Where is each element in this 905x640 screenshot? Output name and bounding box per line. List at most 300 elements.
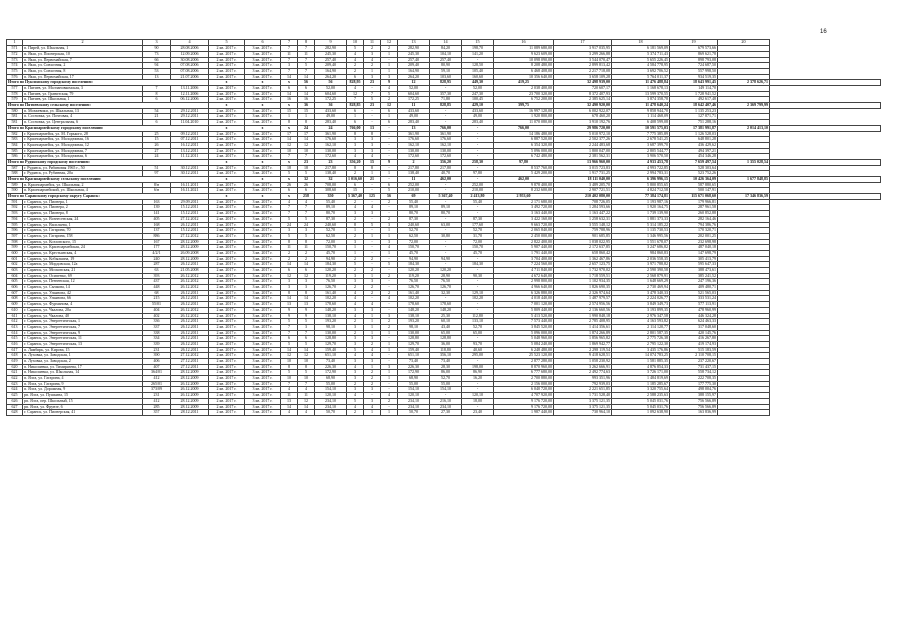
table-cell: 13 xyxy=(143,74,171,80)
table-cell: 17 xyxy=(298,131,315,137)
table-cell: г. Саранск, ул. Энергетическая, 11 xyxy=(23,336,143,342)
table-cell xyxy=(770,125,881,131)
table-cell: п. Ялга, ул. Гагарина, 4 xyxy=(23,376,143,382)
table-cell: 651,10 xyxy=(398,353,430,359)
table-cell: - xyxy=(430,108,462,114)
table-cell: г. Саранск, ул. Ульянова, 42 xyxy=(23,290,143,296)
table-cell: 572 xyxy=(7,51,23,57)
table-cell: 7 xyxy=(298,46,315,52)
table-cell: 52,00 xyxy=(398,86,430,92)
table-cell: 433,60 xyxy=(398,108,430,114)
table-cell: 2 кв. 2017 г. xyxy=(209,199,245,205)
table-cell: 5 xyxy=(209,40,245,46)
table-cell: 3 кв. 2017 г. xyxy=(245,353,281,359)
table-cell: 2 кв. 2017 г. xyxy=(209,279,245,285)
table-cell: 06.12.2006 xyxy=(171,97,209,103)
table-cell: 575 xyxy=(7,68,23,74)
table-cell: 3 687 399,70 xyxy=(612,142,670,148)
table-cell: - xyxy=(430,86,462,92)
table-cell: 1 xyxy=(381,114,398,120)
table-cell: 2 xyxy=(347,216,364,222)
table-cell: 32 490 920,00 xyxy=(554,103,612,109)
table-cell: 245,30 xyxy=(398,51,430,57)
table-cell: 4 707 920,00 xyxy=(494,393,554,399)
table-cell: 7 xyxy=(281,40,298,46)
table-cell: 2 413,80 xyxy=(462,194,494,200)
table-cell: 3 xyxy=(298,279,315,285)
table-cell: 3 кв. 2017 г. xyxy=(245,404,281,410)
table-cell: 595 647,33 xyxy=(670,262,718,268)
table-cell: 4 966 640,00 xyxy=(494,285,554,291)
table-cell: 1 193 987,16 xyxy=(612,199,670,205)
table-cell: x xyxy=(209,159,245,165)
table-cell: 16,20 xyxy=(462,376,494,382)
table-cell: 361,90 xyxy=(315,131,347,137)
table-cell: 71,80 xyxy=(430,97,462,103)
table-cell: 26 xyxy=(281,182,298,188)
table-cell: 27.12.2011 xyxy=(171,359,209,365)
table-cell: 2 244 483,68 xyxy=(554,142,612,148)
table-cell: 89,10 xyxy=(430,205,462,211)
table-cell: 7 775 385,89 xyxy=(612,131,670,137)
table-cell: - xyxy=(462,148,494,154)
table-cell: 258 xyxy=(298,194,315,200)
table-cell: 1 xyxy=(381,228,398,234)
table-cell: - xyxy=(462,302,494,308)
table-cell: 1 739 139,90 xyxy=(612,211,670,217)
table-cell: 2 369 799,99 xyxy=(718,103,770,109)
table-cell: 494 397,21 xyxy=(670,148,718,154)
table-cell: 28.12.2009 xyxy=(171,376,209,382)
table-cell: г. Красноармейск, ул. Молодежная, 16 xyxy=(23,137,143,143)
table-cell: 601 xyxy=(7,256,23,262)
table-cell: п. Красноармейск, ул. Шкальная, 2 xyxy=(23,182,143,188)
table-cell: г. Саранск, ул. Пионера, 8 xyxy=(23,211,143,217)
table-cell: 2 xyxy=(347,330,364,336)
table-cell: 4 xyxy=(347,57,364,63)
table-cell: 7 xyxy=(143,86,171,92)
table-cell: 177 775,30 xyxy=(670,381,718,387)
table-cell: 118,80 xyxy=(430,347,462,353)
table-cell: 51 xyxy=(143,165,171,171)
table-cell: 11 xyxy=(298,393,315,399)
table-cell: 18 642 407,46 xyxy=(670,103,718,109)
table-cell xyxy=(770,103,881,109)
table-cell: 7 xyxy=(298,68,315,74)
table-cell: г. Саранск, ул. Энергетическая, 9 xyxy=(23,330,143,336)
table-cell: 15 xyxy=(364,159,381,165)
table-cell: 3 xyxy=(364,359,381,365)
table-cell: 419,25 xyxy=(494,80,554,86)
table-cell: 252,00 xyxy=(398,182,430,188)
table-cell: 14 xyxy=(298,296,315,302)
table-cell: - xyxy=(364,296,381,302)
table-cell: 3 кв. 2017 г. xyxy=(245,222,281,228)
table-cell: 1 102 934,35 xyxy=(554,279,612,285)
table-cell: 3 xyxy=(364,211,381,217)
table-cell: 2 кв. 2017 г. xyxy=(209,393,245,399)
table-cell: 234,10 xyxy=(398,398,430,404)
table-cell: 4 xyxy=(364,404,381,410)
table-cell: 247 196,36 xyxy=(670,279,718,285)
table-cell: 1 xyxy=(7,40,23,46)
table-cell: 607 xyxy=(7,290,23,296)
table-cell: 3 кв. 2017 г. xyxy=(245,256,281,262)
table-cell: 2 кв. 2017 г. xyxy=(209,341,245,347)
table-cell: 6 xyxy=(298,336,315,342)
table-cell: - xyxy=(381,387,398,393)
table-cell: 55,00 xyxy=(398,381,430,387)
table-cell: 72,00 xyxy=(398,239,430,245)
table-cell: 14 xyxy=(298,137,315,143)
table-cell: 1 990 848,18 xyxy=(554,313,612,319)
table-cell: 356,20 xyxy=(430,159,462,165)
table-cell: x xyxy=(209,177,245,183)
table-cell: п. Пятиев, ул. Молчановкомская, 3 xyxy=(23,86,143,92)
table-cell: 3 xyxy=(347,341,364,347)
table-cell: 45,70 xyxy=(398,250,430,256)
table-cell: 11 478 640,24 xyxy=(612,103,670,109)
table-cell: 582 xyxy=(7,131,23,137)
table-cell: 2 кв. 2017 г. xyxy=(209,120,245,126)
table-cell: 594 xyxy=(7,216,23,222)
table-cell: 202 001,25 xyxy=(670,233,718,239)
table-cell: 580 xyxy=(7,108,23,114)
table-cell: 3 кв. 2017 г. xyxy=(245,57,281,63)
table-cell: п. Луховка, ул. Заводская, 1 xyxy=(23,353,143,359)
table-cell: 2 кв. 2017 г. xyxy=(209,222,245,228)
table-cell: 993 351,96 xyxy=(554,376,612,382)
table-cell: 492 617,48 xyxy=(670,97,718,103)
table-cell: 2 xyxy=(347,319,364,325)
table-cell: 86,00 xyxy=(430,370,462,376)
table-cell: 3 xyxy=(281,279,298,285)
table-cell: 177 xyxy=(143,245,171,251)
table-cell: 26.12.2011 xyxy=(171,336,209,342)
table-cell: 5 xyxy=(281,319,298,325)
table-cell: 7 xyxy=(281,46,298,52)
table-cell: 89,10 xyxy=(398,205,430,211)
table-cell: 9 xyxy=(381,159,398,165)
table-cell: 16 xyxy=(281,97,298,103)
table-cell: 756 566,89 xyxy=(670,398,718,404)
table-cell: 23 xyxy=(364,80,381,86)
table-cell: 23,40 xyxy=(462,410,494,416)
table-cell: 18,00 xyxy=(462,398,494,404)
table-cell: 356,20 xyxy=(347,159,364,165)
table-cell: 385 241,52 xyxy=(670,273,718,279)
table-cell: 708,00 xyxy=(315,182,347,188)
table-cell: 62,50 xyxy=(315,233,347,239)
table-cell: 7 573 440,00 xyxy=(494,319,554,325)
table-cell: 172,25 xyxy=(398,97,430,103)
table-cell: 4 xyxy=(347,86,364,92)
table-cell: 56 xyxy=(298,80,315,86)
table-cell: 21.07.2006 xyxy=(171,74,209,80)
table-cell: 3 xyxy=(347,211,364,217)
table-cell: 59,10 xyxy=(430,68,462,74)
table-cell: 3 874 358,78 xyxy=(612,97,670,103)
table-cell: 3 435 176,86 xyxy=(612,347,670,353)
table-cell: 27.12.2011 xyxy=(171,364,209,370)
table-cell: 2 678 541,25 xyxy=(612,137,670,143)
table-cell: 3 xyxy=(381,364,398,370)
table-cell: 2 xyxy=(381,290,398,296)
table-cell: 17 xyxy=(554,40,612,46)
table-cell: 1 355 028,54 xyxy=(718,159,770,165)
table-cell: 3 кв. 2017 г. xyxy=(245,250,281,256)
table-cell: 9 176 720,00 xyxy=(494,404,554,410)
table-cell: - xyxy=(381,131,398,137)
table-cell: 8 xyxy=(281,239,298,245)
table-cell: п. Якш, ул. Совхозная, 2 xyxy=(23,63,143,69)
table-cell: 500 147,91 xyxy=(670,188,718,194)
table-cell: 1 092 638,90 xyxy=(612,410,670,416)
table-cell: г. Саранск, ул. Мордовская, 12а xyxy=(23,262,143,268)
table-cell: 287 961,58 xyxy=(670,205,718,211)
table-cell: 2 224 026,77 xyxy=(612,296,670,302)
table-cell: 2 657 123,75 xyxy=(554,262,612,268)
table-cell: - xyxy=(381,359,398,365)
table-cell: 18 xyxy=(281,165,298,171)
table-cell: 7 xyxy=(298,154,315,160)
table-cell: 2 xyxy=(347,285,364,291)
table-cell: 4 xyxy=(364,353,381,359)
table-cell: - xyxy=(364,108,381,114)
table-cell: 56 xyxy=(315,80,347,86)
table-cell: 2 xyxy=(298,250,315,256)
table-cell: 5 xyxy=(298,319,315,325)
table-cell: 620 xyxy=(7,364,23,370)
table-cell: - xyxy=(381,205,398,211)
table-cell: п. Ялга, ул. Гагарина, 9 xyxy=(23,381,143,387)
table-cell: 8 xyxy=(364,131,381,137)
table-cell: 170 320,71 xyxy=(670,228,718,234)
table-cell: 66 xyxy=(143,57,171,63)
table-cell: 178,60 xyxy=(398,302,430,308)
table-cell: 3 xyxy=(381,74,398,80)
table-cell: 172,90 xyxy=(315,370,347,376)
table-cell: 8 870 960,00 xyxy=(494,364,554,370)
table-cell: 26 xyxy=(143,142,171,148)
table-cell: п. Пирей, ул. Шкальная, 1 xyxy=(23,46,143,52)
table-cell: 72,00 xyxy=(462,239,494,245)
table-cell: 3 906 570,50 xyxy=(612,154,670,160)
table-cell: 80,90 xyxy=(430,63,462,69)
table-cell: 3 xyxy=(364,74,381,80)
table-cell: 5 048 960,00 xyxy=(494,336,554,342)
table-cell: 388 473,61 xyxy=(670,268,718,274)
table-cell: 3 кв. 2017 г. xyxy=(245,137,281,143)
table-cell: 3 кв. 2017 г. xyxy=(245,376,281,382)
table-cell: п. Пятиев, ул. Школьная, 1 xyxy=(23,97,143,103)
table-cell: 49,00 xyxy=(462,114,494,120)
table-cell: 7 659 497,54 xyxy=(670,159,718,165)
table-cell: 98,10 xyxy=(315,324,347,330)
table-cell: 21.05.2008 xyxy=(171,268,209,274)
table-cell: 72,00 xyxy=(315,239,347,245)
table-cell: 14 186 480,00 xyxy=(494,131,554,137)
table-cell: 5 xyxy=(281,341,298,347)
table-cell: п. Николаевка, ул. Тимирязева, 17 xyxy=(23,364,143,370)
table-cell: 179 966,81 xyxy=(670,199,718,205)
table-cell: 9 xyxy=(281,307,298,313)
table-cell: 898 793,08 xyxy=(670,57,718,63)
table-cell: 30,80 xyxy=(430,233,462,239)
table-cell: 27.12.2012 xyxy=(171,233,209,239)
table-cell: 436 429,62 xyxy=(670,142,718,148)
table-cell: 2 038 400,00 xyxy=(494,86,554,92)
table-cell: 6 xyxy=(245,40,281,46)
table-cell: 1 856 965,82 xyxy=(554,336,612,342)
table-cell: 2 кв. 2017 г. xyxy=(209,364,245,370)
table-cell: 1 362 467,86 xyxy=(554,256,612,262)
table-cell: 3 кв. 2017 г. xyxy=(245,398,281,404)
table-cell: 1 xyxy=(364,324,381,330)
table-cell: 624 xyxy=(7,387,23,393)
table-cell: 3 xyxy=(143,40,171,46)
table-cell: 3 кв. 2017 г. xyxy=(245,359,281,365)
table-cell: 30.12.2011 xyxy=(171,171,209,177)
table-cell: 606 xyxy=(7,285,23,291)
table-cell: - xyxy=(381,137,398,143)
table-cell: 07.12.2011 xyxy=(171,137,209,143)
table-cell: 161,40 xyxy=(398,290,430,296)
table-cell: 2 298 119,54 xyxy=(554,347,612,353)
table-cell: 6 xyxy=(347,74,364,80)
table-cell: г. Саранск, ул. Красноармейская, 24 xyxy=(23,245,143,251)
table-cell: 2 кв. 2017 г. xyxy=(209,114,245,120)
table-cell: - xyxy=(364,86,381,92)
table-cell xyxy=(718,410,770,416)
table-cell: 3 xyxy=(347,273,364,279)
table-cell: 148,20 xyxy=(398,307,430,313)
table-cell: 2 730 469,94 xyxy=(612,285,670,291)
table-cell: 68 xyxy=(143,290,171,296)
table-cell: 2 кв. 2017 г. xyxy=(209,336,245,342)
table-cell: 3 478 340,33 xyxy=(612,290,670,296)
table-cell: 731 437,15 xyxy=(670,364,718,370)
table-cell: 9 623 609,00 xyxy=(494,51,554,57)
table-cell: г. Саранск, ул. Гагарина, 158 xyxy=(23,233,143,239)
table-cell: г. Красноармейск, ул. М. Горького, 28 xyxy=(23,131,143,137)
table-cell: 4 xyxy=(347,353,364,359)
table-cell: 3 кв. 2017 г. xyxy=(245,290,281,296)
table-cell: 30.08.2006 xyxy=(171,57,209,63)
table-cell: 128,80 xyxy=(398,336,430,342)
table-cell: 2 кв. 2017 г. xyxy=(209,347,245,353)
table-cell: 120,10 xyxy=(398,393,430,399)
table-cell: 621 xyxy=(7,370,23,376)
table-cell: 2 кв. 2017 г. xyxy=(209,290,245,296)
table-cell: 125 xyxy=(364,194,381,200)
table-cell: 3 845 520,00 xyxy=(494,324,554,330)
table-cell: г. Саранск, ул. Ульянова, 66 xyxy=(23,296,143,302)
table-cell: 5 045 031,76 xyxy=(612,398,670,404)
table-cell: 6 xyxy=(347,108,364,114)
table-cell: x xyxy=(209,80,245,86)
table-cell: 164,90 xyxy=(315,68,347,74)
table-cell: 150,70 xyxy=(398,245,430,251)
table-cell: 1 791 440,00 xyxy=(494,250,554,256)
table-cell: 406 xyxy=(143,359,171,365)
table-cell: 5 367,40 xyxy=(430,194,462,200)
table-cell: 3 910 192,76 xyxy=(554,120,612,126)
table-cell: 2 xyxy=(298,256,315,262)
table-cell: 68,90 xyxy=(398,376,430,382)
table-cell: - xyxy=(462,205,494,211)
table-cell: 154,10 xyxy=(315,387,347,393)
table-cell: 120,20 xyxy=(315,268,347,274)
table-cell: 766,00 xyxy=(494,125,554,131)
table-cell: 708 726,05 xyxy=(554,199,612,205)
table-cell: 3 кв. 2017 г. xyxy=(245,171,281,177)
table-cell: 23 xyxy=(364,103,381,109)
table-cell: x xyxy=(281,194,298,200)
table-cell: 217,80 xyxy=(315,165,347,171)
table-cell: 13 xyxy=(364,125,381,131)
table-cell: 1 163 447,22 xyxy=(554,211,612,217)
table-cell: 86,90 xyxy=(462,370,494,376)
table-cell: 8 xyxy=(298,40,315,46)
table-cell: 8 xyxy=(281,364,298,370)
table-cell: 87,30 xyxy=(398,216,430,222)
table-cell: 178,60 xyxy=(430,302,462,308)
table-cell: 4 xyxy=(381,245,398,251)
table-cell: 3 262 666,91 xyxy=(554,364,612,370)
table-cell: 257,40 xyxy=(315,57,347,63)
table-cell: 8 xyxy=(364,165,381,171)
table-cell: 172,90 xyxy=(398,370,430,376)
table-cell: 11.12.2011 xyxy=(171,154,209,160)
table-cell: 828,85 xyxy=(347,103,364,109)
table-cell: - xyxy=(462,359,494,365)
table-cell: 6 xyxy=(347,120,364,126)
table-cell: 4 xyxy=(347,313,364,319)
table-cell: 1 xyxy=(364,313,381,319)
table-cell: 210,00 xyxy=(462,188,494,194)
table-cell: - xyxy=(381,268,398,274)
table-cell: 163 xyxy=(143,199,171,205)
table-cell: 3 xyxy=(347,324,364,330)
table-cell: 3 xyxy=(347,387,364,393)
table-cell: 120,10 xyxy=(315,393,347,399)
table-cell: 11 xyxy=(281,51,298,57)
table-cell: г. Саранск, ул. Вознесенская, 24 xyxy=(23,216,143,222)
table-cell: 8/н xyxy=(143,182,171,188)
table-cell: - xyxy=(462,387,494,393)
table-cell: - xyxy=(430,393,462,399)
table-cell: Итого по Красноармейскому городскому поселению: xyxy=(7,125,209,131)
table-cell: 3 кв. 2017 г. xyxy=(245,91,281,97)
table-cell: 6 xyxy=(381,182,398,188)
table-cell: 126,70 xyxy=(315,285,347,291)
table-cell: 1 xyxy=(381,63,398,69)
table-cell: 615 xyxy=(7,336,23,342)
table-cell: - xyxy=(462,268,494,274)
table-cell: 462,00 xyxy=(494,177,554,183)
table-cell: 585 xyxy=(7,148,23,154)
table-cell: 184,30 xyxy=(462,262,494,268)
table-cell: 2 xyxy=(364,256,381,262)
table-cell: 3 кв. 2017 г. xyxy=(245,211,281,217)
table-cell: 3 xyxy=(364,307,381,313)
table-cell: 3 кв. 2017 г. xyxy=(245,97,281,103)
table-cell: 27 xyxy=(143,148,171,154)
table-cell: 1 917 731,25 xyxy=(554,171,612,177)
table-cell: 26.12.2011 xyxy=(171,296,209,302)
table-cell: 9 xyxy=(298,307,315,313)
